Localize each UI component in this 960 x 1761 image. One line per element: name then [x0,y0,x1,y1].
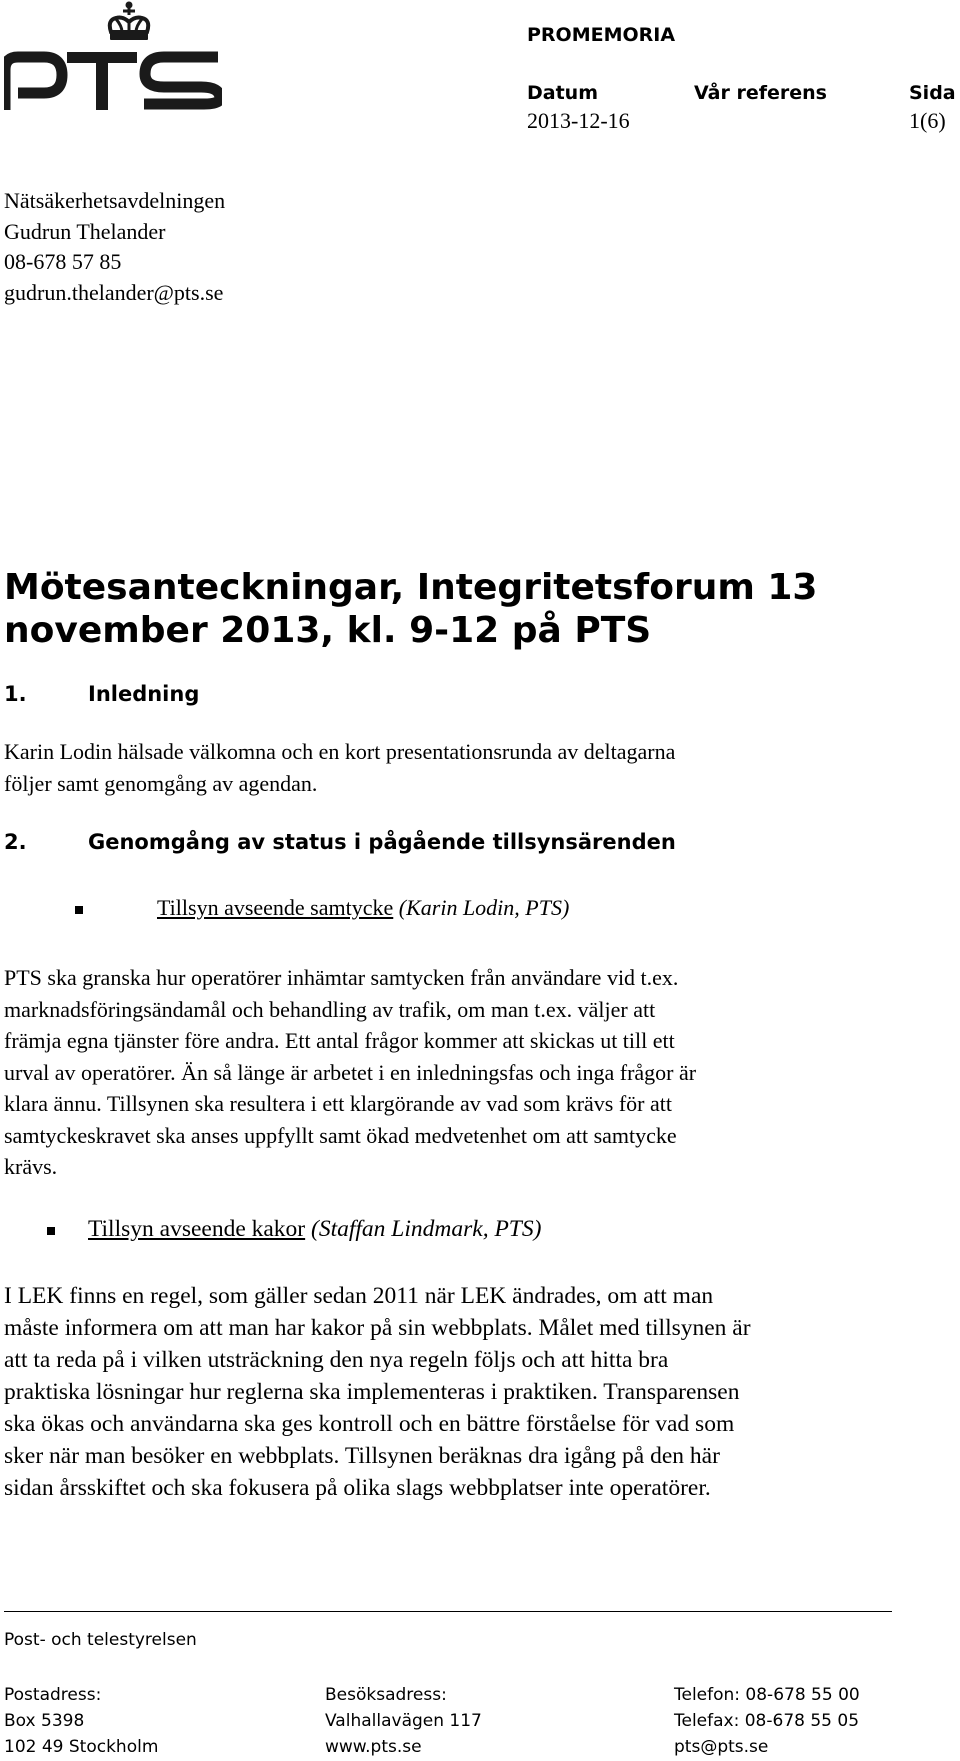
footer-visit-label: Besöksadress: [325,1685,447,1705]
logo-letter-s [144,57,220,104]
footer-divider [4,1611,892,1612]
text-line: samtyckeskravet ska anses uppfyllt samt ökad medvetenhet om att samtycke [4,1122,677,1148]
bullet-2-heading [88,1216,541,1243]
bullet-1-title: Tillsyn avseende samtycke [157,895,394,920]
text-line: ska ökas och användarna ska ges kontroll och en bättre förståelse för vad som [4,1411,735,1437]
text-line: Karin Lodin hälsade välkomna och en kort presentationsrunda av deltagarna [4,739,676,764]
pts-crown-logo [4,0,222,115]
footer-website-link[interactable]: www.pts.se [325,1737,422,1757]
section-2-heading [4,830,676,854]
date-value: 2013-12-16 [527,108,630,133]
section-1-text [4,736,904,799]
text-line: krävs. [4,1154,58,1179]
section-1-heading [4,682,199,706]
footer-fax: Telefax: 08-678 55 05 [674,1711,860,1731]
page-value: 1(6) [909,108,946,133]
footer-postal-label: Postadress: [4,1685,102,1705]
footer-visit-line-1: Valhallavägen 117 [325,1711,482,1731]
reference-label: Vår referens [694,82,827,104]
section-1-number: 1. [4,682,27,706]
text-line: följer samt genomgång av agendan. [4,770,318,796]
section-2-title: Genomgång av status i pågående tillsynsärenden [88,830,676,854]
title-line-1: Mötesanteckningar, Integritetsforum 13 [4,567,818,608]
footer-postal-line-1: Box 5398 [4,1711,85,1731]
crown-icon [110,2,148,41]
page-title [4,566,904,652]
logo-letter-t [67,52,137,110]
text-line: att ta reda på i vilken utsträckning den nya regeln följs och att hitta bra [4,1347,669,1373]
text-line: praktiska lösningar hur reglerna ska implementeras i praktiken. Transparensen [4,1379,740,1405]
bullet-2-title: Tillsyn avseende kakor [88,1216,306,1242]
text-line: PTS ska granska hur operatörer inhämtar samtycken från användare vid t.ex. [4,965,679,990]
text-line: klara ännu. Tillsynen ska resultera i ett klargörande av vad som krävs för att [4,1091,672,1116]
footer-email-link[interactable]: pts@pts.se [674,1737,769,1757]
section-1-title: Inledning [88,682,200,706]
footer-org: Post- och telestyrelsen [4,1630,197,1650]
text-line: marknadsföringsändamål och behandling av trafik, om man t.ex. väljer att [4,996,656,1022]
page-label: Sida [909,82,956,104]
bullet-icon [75,906,83,914]
footer-postal-line-2: 102 49 Stockholm [4,1737,159,1757]
date-label: Datum [527,82,598,104]
text-line: sker när man besöker en webbplats. Tillsynen beräknas dra igång på den här [4,1443,720,1469]
bullet-2-byline: (Staffan Lindmark, PTS) [311,1216,542,1242]
doc-type: PROMEMORIA [527,24,676,46]
text-line: främja egna tjänster före andra. Ett antal frågor kommer att skickas ut till ett [4,1028,675,1053]
bullet-1-byline: (Karin Lodin, PTS) [398,895,570,920]
bullet-1-heading [157,895,569,921]
title-line-2: november 2013, kl. 9-12 på PTS [4,610,652,651]
sender-department: Nätsäkerhetsavdelningen [4,188,226,213]
sender-name: Gudrun Thelander [4,218,166,244]
sender-phone: 08-678 57 85 [4,249,122,274]
text-line: urval av operatörer. Än så länge är arbetet i en inledningsfas och inga frågor är [4,1059,697,1085]
text-line: sidan årsskiftet och ska fokusera på olika slags webbplatser inte operatörer. [4,1475,711,1501]
sender-email: gudrun.thelander@pts.se [4,279,224,305]
bullet-1-text [4,962,904,1183]
logo-letter-p [5,57,62,110]
section-2-number: 2. [4,830,27,854]
text-line: måste informera om att man har kakor på sin webbplats. Målet med tillsynen är [4,1315,751,1341]
text-line: I LEK finns en regel, som gäller sedan 2011 när LEK ändrades, om att man [4,1283,714,1309]
sender-block [4,186,225,308]
bullet-2-text [4,1280,904,1504]
footer-phone: Telefon: 08-678 55 00 [674,1685,860,1705]
bullet-icon [47,1227,55,1235]
